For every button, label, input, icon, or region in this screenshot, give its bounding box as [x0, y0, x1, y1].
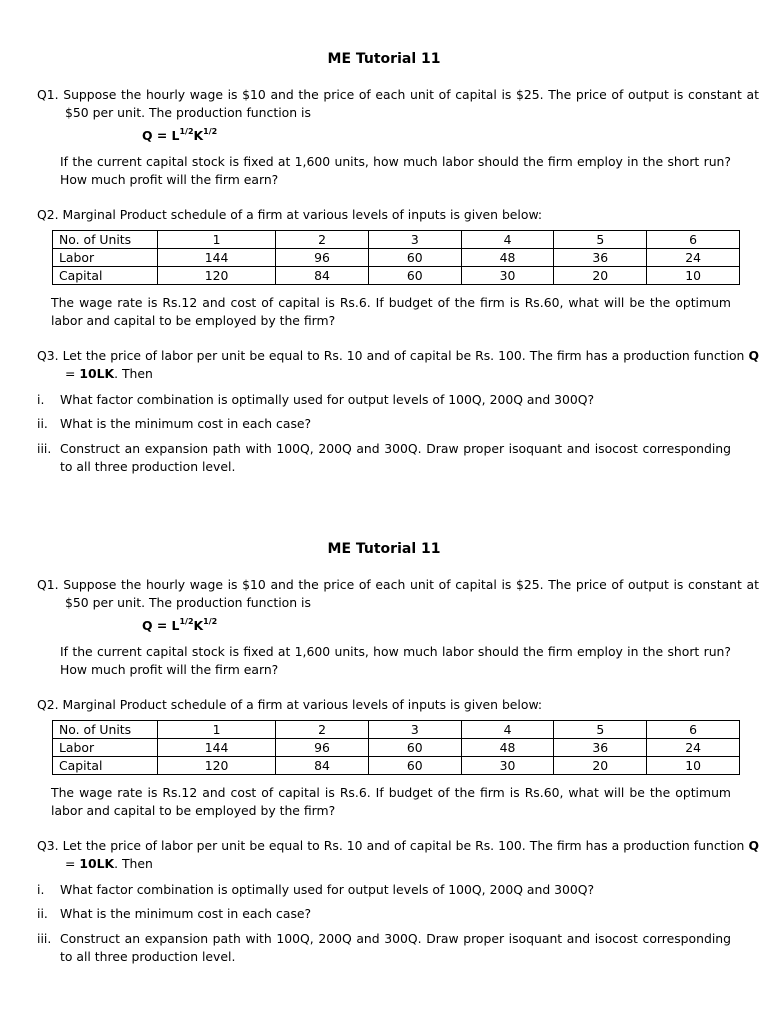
tutorial-sheet-1: [0, 0, 768, 490]
page-title: ME Tutorial 11: [327, 51, 441, 67]
q1-text: Q1. Suppose the hourly wage is $10 and the price of each unit of capital is $25. The price of output is constant at $50 per unit. The production function is: [37, 87, 759, 120]
production-function: $Q = L^{1/2}K^{1/2}$: [142, 617, 218, 633]
q1-question: If the current capital stock is fixed at 1,600 units, how much labor should the firm employ in the short run? How much profit will the firm earn?: [60, 644, 731, 677]
marginal-product-table: [52, 720, 740, 775]
list-item: iii. Construct an expansion path with 100Q, 200Q and 300Q. Draw proper isoquant and isocost corresponding to all three production level.: [37, 441, 731, 474]
table-row: No. of Units 1 2 3 4 5 6: [53, 721, 740, 739]
q3-intro: Q3. Let the price of labor per unit be equal to Rs. 10 and of capital be Rs. 100. The firm has a production function Q = 10LK. Then: [37, 348, 759, 381]
q1-question: If the current capital stock is fixed at 1,600 units, how much labor should the firm employ in the short run? How much profit will the firm earn?: [60, 154, 731, 187]
list-item: ii. What is the minimum cost in each case?: [37, 906, 312, 921]
page-title: ME Tutorial 11: [327, 541, 441, 557]
table-row: Labor 144 96 60 48 36 24: [53, 249, 740, 267]
list-item: i. What factor combination is optimally used for output levels of 100Q, 200Q and 300Q?: [37, 392, 595, 407]
table-row: No. of Units 1 2 3 4 5 6: [53, 231, 740, 249]
table-row: Labor 144 96 60 48 36 24: [53, 739, 740, 757]
list-item: iii. Construct an expansion path with 100Q, 200Q and 300Q. Draw proper isoquant and isocost corresponding to all three production level.: [37, 931, 731, 964]
table-row: Capital 120 84 60 30 20 10: [53, 267, 740, 285]
list-item: i. What factor combination is optimally used for output levels of 100Q, 200Q and 300Q?: [37, 882, 595, 897]
tutorial-sheet-2: [0, 490, 768, 980]
q2-question: The wage rate is Rs.12 and cost of capital is Rs.6. If budget of the firm is Rs.60, what will be the optimum labor and capital to be employed by the firm?: [51, 295, 731, 328]
q2-intro: Q2. Marginal Product schedule of a firm at various levels of inputs is given below:: [37, 697, 543, 712]
production-function: $Q = L^{1/2}K^{1/2}$: [142, 127, 218, 143]
list-item: ii. What is the minimum cost in each case?: [37, 416, 312, 431]
q2-question: The wage rate is Rs.12 and cost of capital is Rs.6. If budget of the firm is Rs.60, what will be the optimum labor and capital to be employed by the firm?: [51, 785, 731, 818]
q3-intro: Q3. Let the price of labor per unit be equal to Rs. 10 and of capital be Rs. 100. The firm has a production function Q = 10LK. Then: [37, 838, 759, 871]
table-row: Capital 120 84 60 30 20 10: [53, 757, 740, 775]
marginal-product-table: [52, 230, 740, 285]
q1-text: Q1. Suppose the hourly wage is $10 and the price of each unit of capital is $25. The price of output is constant at $50 per unit. The production function is: [37, 577, 759, 610]
q2-intro: Q2. Marginal Product schedule of a firm at various levels of inputs is given below:: [37, 207, 543, 222]
